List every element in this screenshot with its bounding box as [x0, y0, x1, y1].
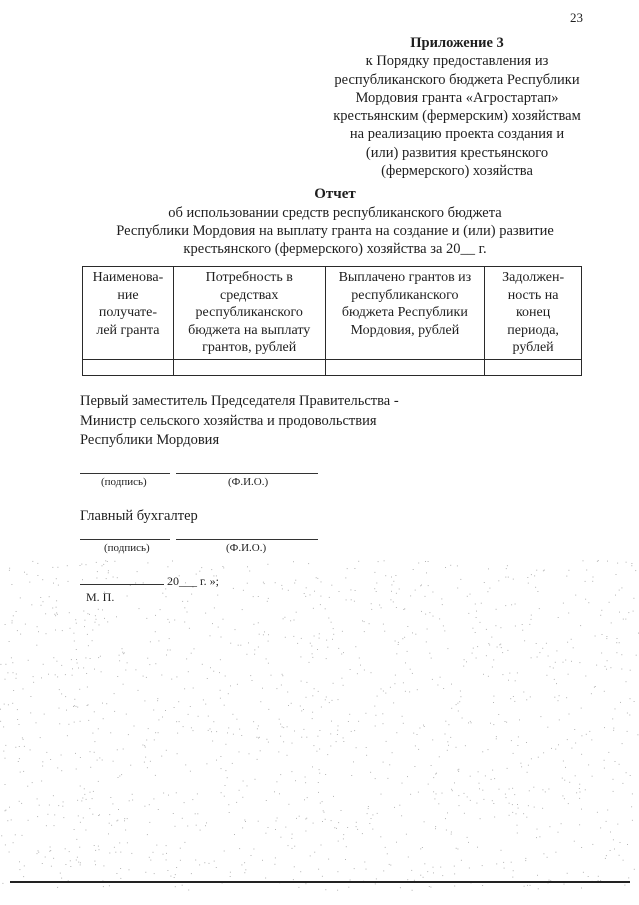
table-cell	[325, 359, 485, 375]
annex-line: на реализацию проекта создания и	[349, 126, 565, 143]
signature-line	[80, 473, 170, 474]
header-line: республиканского	[351, 287, 459, 303]
header-line: рублей	[512, 340, 554, 355]
report-subtitle-line: об использовании средств республиканского бюджета	[168, 205, 502, 221]
name-line	[176, 539, 318, 540]
header-line: ность на	[507, 287, 559, 303]
signature-caption: (подпись)	[101, 476, 147, 488]
header-line: Мордовия, рублей	[350, 322, 460, 338]
header-line: бюджета на выплату	[188, 322, 311, 338]
date-line	[80, 574, 219, 589]
annex-line: крестьянским (фермерским) хозяйствам	[333, 108, 581, 125]
header-line: получате-	[98, 305, 158, 320]
header-line: конец	[515, 305, 551, 320]
name-caption: (Ф.И.О.)	[228, 476, 269, 488]
table-row	[83, 359, 582, 375]
date-blank	[80, 574, 164, 585]
report-subtitle-line: крестьянского (фермерского) хозяйства за 20__ г.	[183, 241, 487, 257]
annex-line: Мордовия гранта «Агростартап»	[355, 89, 559, 106]
stamp-place: М. П.	[86, 590, 115, 604]
header-line: лей гранта	[96, 322, 160, 338]
annex-line: (или) развития крестьянского	[365, 144, 549, 161]
annex-header	[314, 34, 600, 180]
table-cell	[83, 359, 174, 375]
header-line: Наименова-	[92, 270, 164, 285]
name-line	[176, 473, 318, 474]
date-text: 20___ г. »;	[167, 574, 219, 588]
annex-title: Приложение 3	[410, 35, 504, 51]
header-cell-recipients	[83, 267, 174, 360]
signer-block	[80, 392, 399, 451]
chief-accountant-title: Главный бухгалтер	[80, 508, 198, 524]
header-line: Потребность в	[205, 270, 293, 285]
annex-line: к Порядку предоставления из	[365, 53, 549, 70]
header-cell-paid	[325, 267, 485, 360]
signature-caption: (подпись)	[104, 542, 150, 554]
bottom-rule	[10, 881, 630, 883]
header-line: бюджета Республики	[341, 305, 468, 320]
header-cell-need	[173, 267, 325, 360]
annex-line: республиканского бюджета Республики	[334, 71, 580, 88]
annex-line: (фермерского) хозяйства	[381, 163, 533, 180]
signer-line: Министр сельского хозяйства и продовольствия	[80, 412, 377, 429]
header-line: Выплачено грантов из	[338, 270, 472, 285]
report-table	[82, 266, 582, 376]
header-line: периода,	[507, 322, 559, 338]
table-cell	[485, 359, 582, 375]
header-line: грантов, рублей	[202, 340, 297, 355]
report-title: Отчет	[314, 186, 356, 202]
header-line: Задолжен-	[502, 270, 565, 285]
name-caption: (Ф.И.О.)	[226, 542, 267, 554]
signer-line: Первый заместитель Председателя Правительства -	[80, 393, 399, 409]
header-line: средствах	[220, 287, 279, 303]
header-line: республиканского	[195, 305, 303, 320]
report-subtitle-line: Республики Мордовия на выплату гранта на создание и (или) развитие	[116, 223, 554, 239]
header-line: ние	[117, 287, 139, 303]
page-number: 23	[570, 10, 583, 25]
table-cell	[173, 359, 325, 375]
report-subtitle	[60, 204, 610, 258]
signer-line: Республики Мордовия	[80, 432, 220, 448]
header-cell-debt	[485, 267, 582, 360]
signature-line	[80, 539, 170, 540]
table-header-row	[83, 267, 582, 360]
